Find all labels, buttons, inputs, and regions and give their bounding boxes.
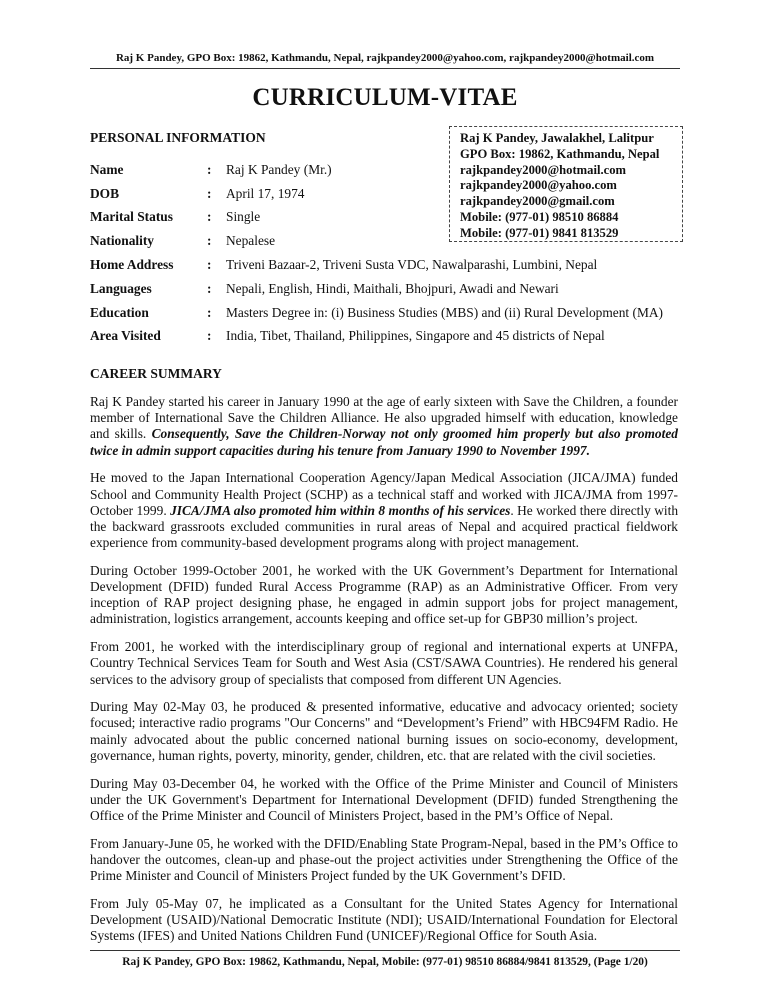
info-value: Masters Degree in: (i) Business Studies (MBS) and (ii) Rural Development (MA) bbox=[226, 304, 663, 320]
info-row-area-visited bbox=[90, 325, 690, 349]
info-colon: : bbox=[207, 209, 212, 225]
career-summary-body bbox=[90, 394, 678, 956]
info-label: Nationality bbox=[90, 233, 154, 249]
info-colon: : bbox=[207, 233, 212, 249]
info-label: Education bbox=[90, 304, 149, 320]
career-paragraph: From 2001, he worked with the interdisciplinary group of regional and international experts at UNFPA, Country Technical Services Team for South and West Asia (CST/SAWA Countries). He rendered his general services to the advisory group of specialists that composed from different UN Agencies. bbox=[90, 639, 678, 687]
career-paragraph bbox=[90, 394, 678, 459]
info-row-dob bbox=[90, 182, 690, 206]
contact-line: rajkpandey2000@gmail.com bbox=[460, 194, 615, 209]
career-paragraph: During October 1999-October 2001, he worked with the UK Government’s Department for International Development (DFID) funded Rural Access Programme (RAP) as an Administrative Officer. From very inception of RAP project designing phase, he engaged in admin support jobs for project management, administration, logistics arrangement, accounts keeping and office set-up for GBP30 million’s project. bbox=[90, 562, 678, 627]
career-paragraph: During May 03-December 04, he worked with the Office of the Prime Minister and Council of Ministers under the UK Government's Department for International Development (DFID) funded Strengthening the Office of the Prime Minister and Council of Ministers Project, based in the PM’s Office of Nepal. bbox=[90, 775, 678, 823]
info-value: India, Tibet, Thailand, Philippines, Singapore and 45 districts of Nepal bbox=[226, 328, 605, 344]
info-label: Languages bbox=[90, 280, 152, 296]
info-value: Single bbox=[226, 209, 261, 225]
info-colon: : bbox=[207, 304, 212, 320]
contact-line: Raj K Pandey, Jawalakhel, Lalitpur bbox=[460, 131, 654, 145]
career-paragraph: From January-June 05, he worked with the DFID/Enabling State Program-Nepal, based in the PM’s Office to handover the outcomes, clean-up and phase-out the project activities under Strengthening the Office of the Prime Minister and Council of Ministers Project funded by the UK Government’s DFID. bbox=[90, 835, 678, 884]
personal-info-heading: PERSONAL INFORMATION bbox=[90, 130, 266, 145]
paragraph-emphasis: JICA/JMA also promoted him within 8 months of his services bbox=[170, 502, 511, 518]
paragraph-text: . He worked there directly with the backward grassroots excluded communities in rural areas of Nepal and acquired practical fieldwork experience from community-based development programs along with project management. bbox=[90, 502, 679, 551]
info-row-nationality bbox=[90, 229, 690, 253]
info-row-languages bbox=[90, 277, 690, 301]
contact-line: Mobile: (977-01) 9841 813529 bbox=[460, 225, 619, 240]
paragraph-text: . bbox=[586, 442, 590, 458]
info-colon: : bbox=[207, 280, 212, 296]
info-row-marital-status bbox=[90, 206, 690, 230]
info-value: Triveni Bazaar-2, Triveni Susta VDC, Nawalparashi, Lumbini, Nepal bbox=[226, 257, 598, 273]
info-label: Home Address bbox=[90, 257, 174, 273]
info-label: DOB bbox=[90, 185, 120, 201]
paragraph-emphasis: Consequently, Save the Children-Norway not only groomed him properly but also promoted twice in admin support capacities during his tenure from January 1990 to November 1997 bbox=[90, 426, 678, 458]
info-colon: : bbox=[207, 161, 212, 177]
info-row-name bbox=[90, 158, 690, 182]
paragraph-text: He moved to the Japan International Cooperation Agency/Japan Medical Association (JICA/JMA) funded School and Community Health Project (SCHP) as a technical staff and worked with JICA/JMA from 1997-October 1999. bbox=[90, 470, 678, 518]
career-paragraph bbox=[90, 470, 678, 551]
info-value: Nepalese bbox=[226, 233, 276, 249]
info-label: Area Visited bbox=[90, 328, 161, 344]
info-row-education bbox=[90, 301, 690, 325]
contact-line: GPO Box: 19862, Kathmandu, Nepal bbox=[460, 146, 660, 161]
paragraph-text: Raj K Pandey started his career in January 1990 at the age of early sixteen with Save the Children, a founder member of International Save the Children Alliance. He also upgraded himself with education, knowledge and skills. bbox=[90, 394, 678, 442]
page-header: Raj K Pandey, GPO Box: 19862, Kathmandu, Nepal, rajkpandey2000@yahoo.com, rajkpandey2000@hotmail.com bbox=[115, 52, 655, 64]
info-row-home-address bbox=[90, 253, 690, 277]
career-paragraph: During May 02-May 03, he produced & presented informative, educative and advocacy oriented; society focused; interactive radio programs "Our Concerns" and “Development’s Friend” with HBC94FM Radio. He mainly advocated about the public concerned national burning issues on socio-economy, development, governance, human rights, poverty, minority, gender, children, etc. that are related with the civil societies. bbox=[90, 699, 678, 763]
info-colon: : bbox=[207, 185, 212, 201]
contact-line: rajkpandey2000@hotmail.com bbox=[460, 162, 626, 177]
info-value: Raj K Pandey (Mr.) bbox=[226, 161, 332, 177]
career-paragraph: From July 05-May 07, he implicated as a Consultant for the United States Agency for International Development (USAID)/National Democratic Institute (NDI); USAID/International Foundation for Electoral Systems (IFES) and United Nations Children Fund (UNICEF)/Regional Office for South Asia. bbox=[90, 895, 678, 944]
personal-info-table bbox=[90, 158, 690, 348]
info-value: Nepali, English, Hindi, Maithali, Bhojpuri, Awadi and Newari bbox=[226, 280, 559, 296]
document-title: CURRICULUM-VITAE bbox=[252, 84, 518, 111]
header-divider bbox=[90, 68, 680, 69]
info-label: Name bbox=[90, 161, 124, 177]
contact-line: rajkpandey2000@yahoo.com bbox=[460, 178, 617, 193]
career-summary-heading: CAREER SUMMARY bbox=[90, 366, 222, 381]
info-colon: : bbox=[207, 257, 212, 273]
page-footer: Raj K Pandey, GPO Box: 19862, Kathmandu, Nepal, Mobile: (977-01) 98510 86884/9841 813529, (Page 1/20) bbox=[122, 956, 648, 968]
contact-line: Mobile: (977-01) 98510 86884 bbox=[460, 209, 619, 224]
footer-divider bbox=[90, 950, 680, 951]
info-label: Marital Status bbox=[90, 209, 173, 225]
info-value: April 17, 1974 bbox=[226, 185, 305, 201]
info-colon: : bbox=[207, 328, 212, 344]
